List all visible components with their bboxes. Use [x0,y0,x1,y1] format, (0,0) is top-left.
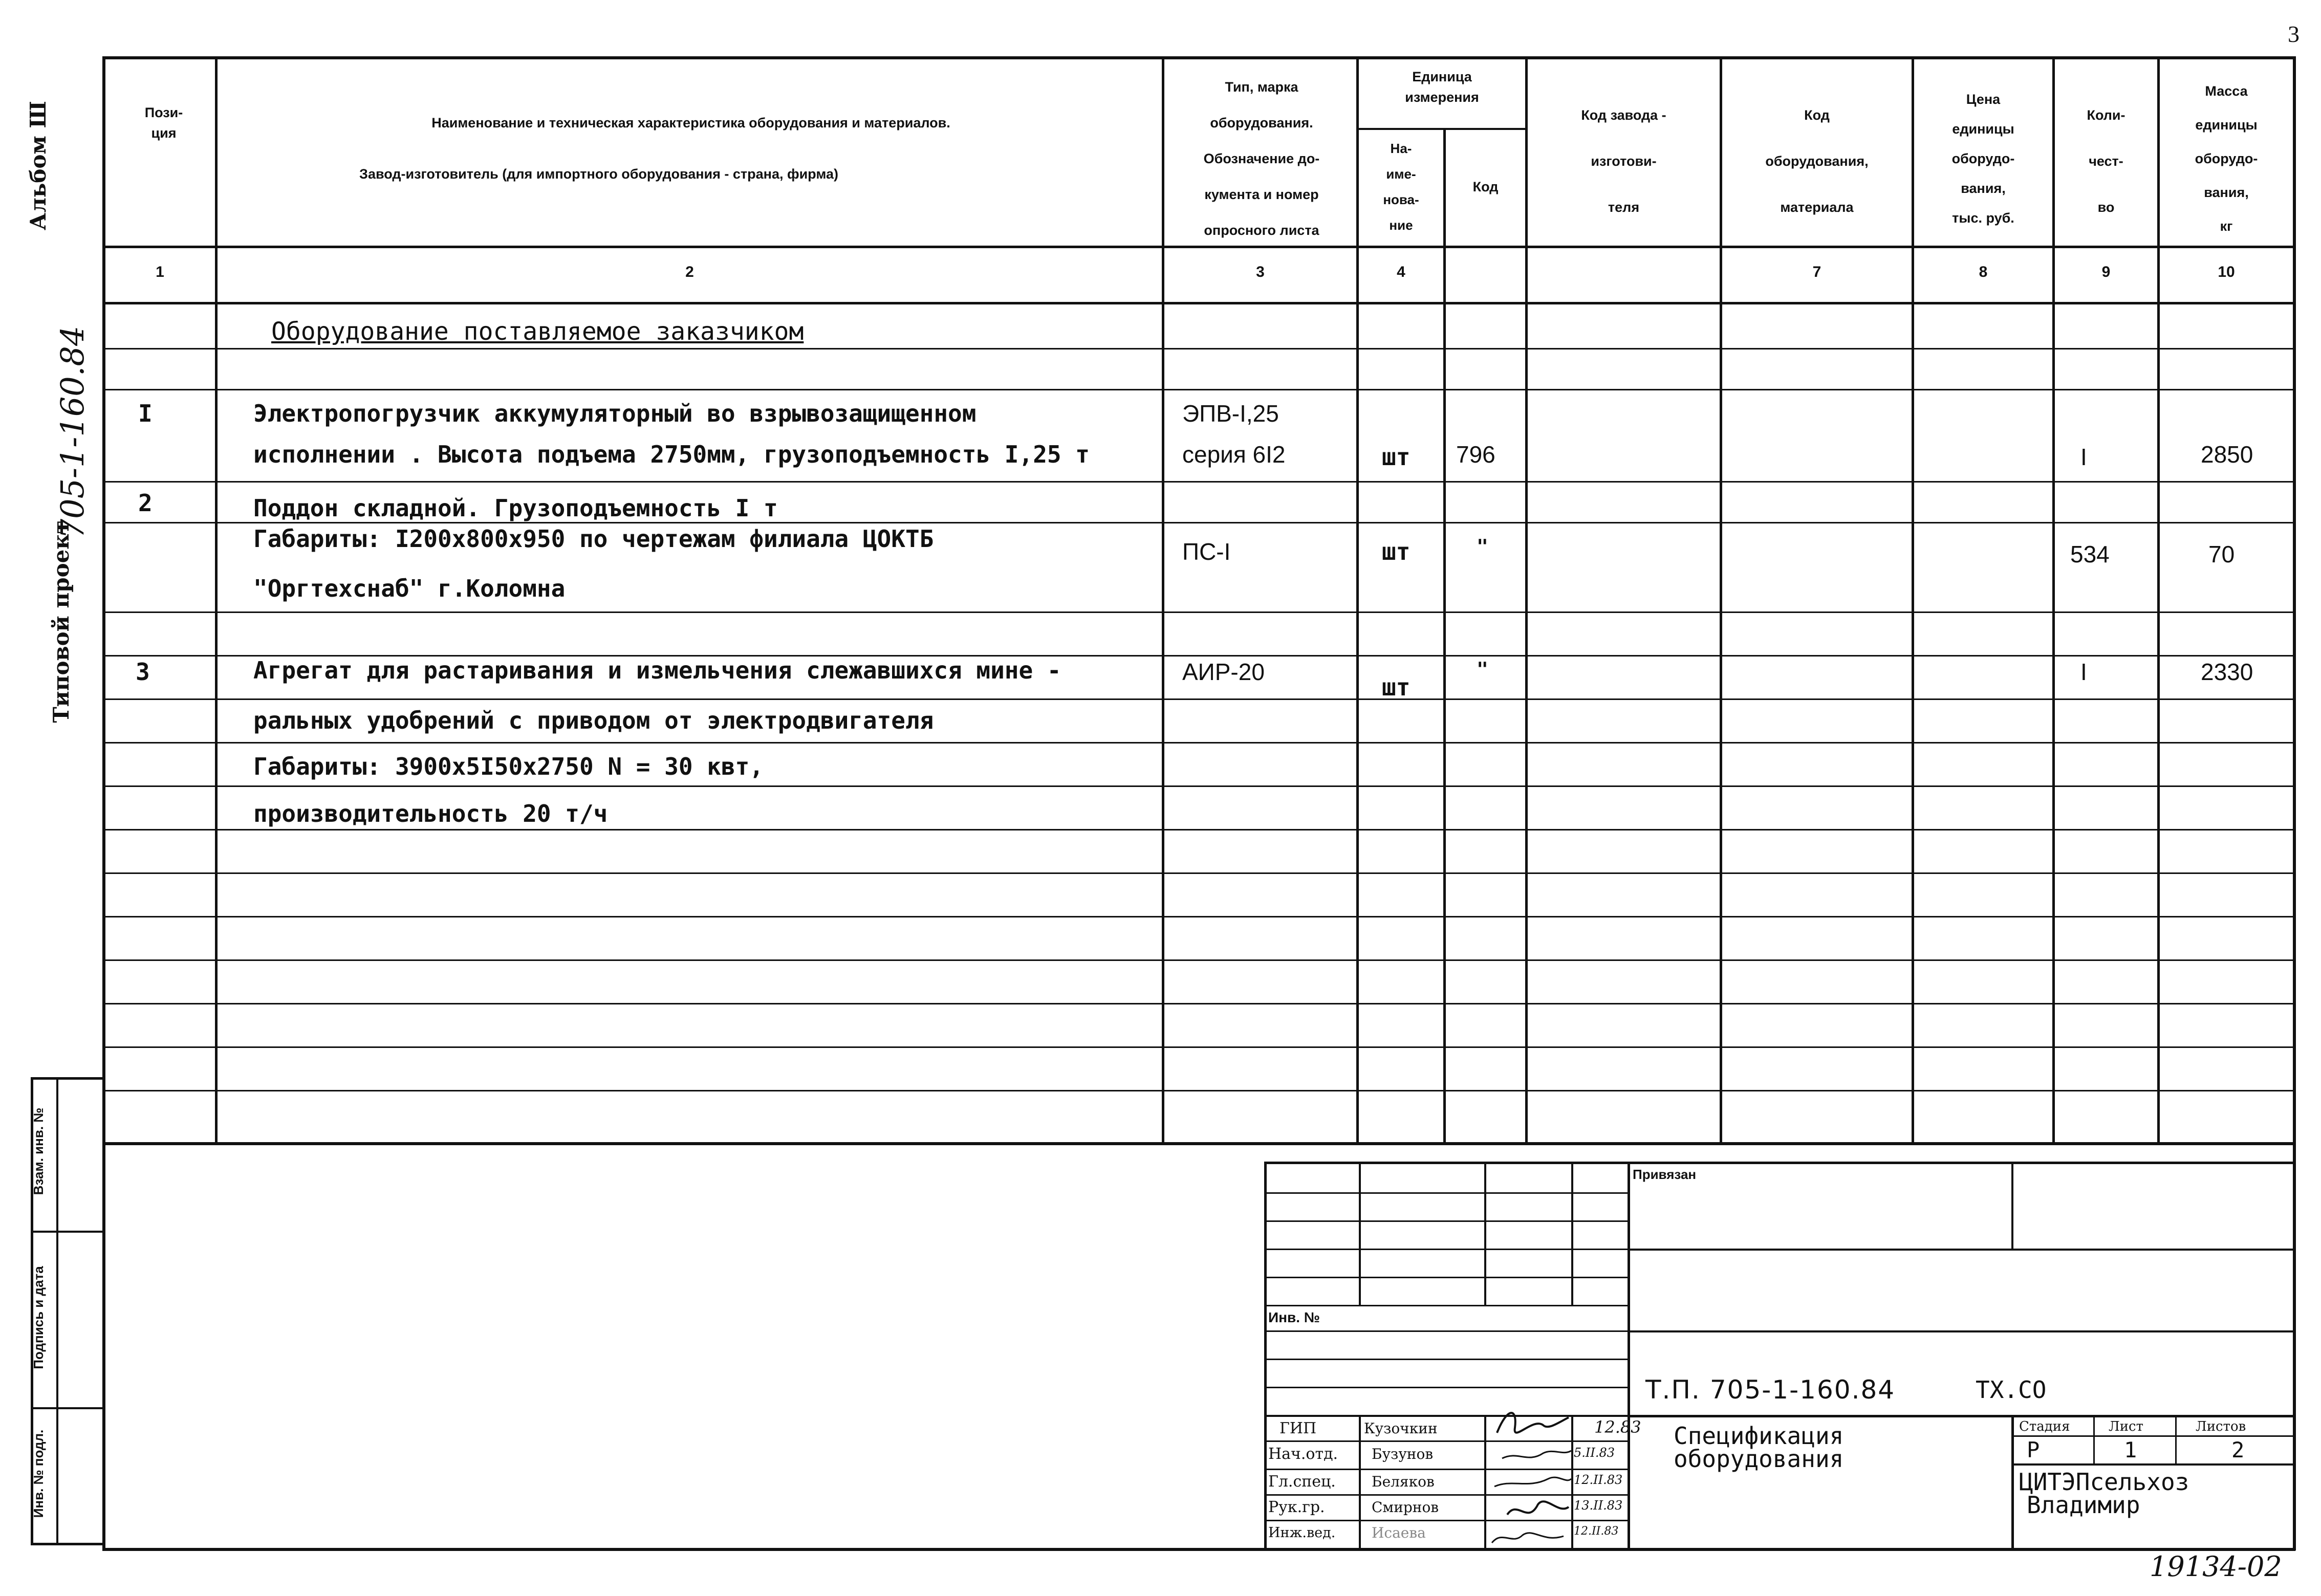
sheet-label: Лист [2109,1419,2143,1434]
signer-1-role: ГИП [1279,1419,1317,1437]
header-type-line3: Обозначение до- [1203,151,1320,166]
signer-4-date: 13.II.83 [1574,1498,1623,1513]
project-number: 705-1-160.84 [54,325,91,539]
signer-3-name: Беляков [1372,1473,1435,1490]
row-1-type: ЭПВ-I,25 [1182,400,1279,427]
header-unit-code: Код [1472,179,1499,194]
row-3-name: Агрегат для растаривания и измельчения слежавшихся мине - [253,657,1061,684]
signatures-image [1487,1402,1574,1548]
header-name-line2: Завод-изготовитель (для импортного оборудования - страна, фирма) [359,166,838,182]
organization-line-2: Владимир [2027,1491,2140,1519]
row-2-position: 2 [138,489,153,517]
col-number-2: 2 [685,264,694,280]
row-3-code: " [1477,658,1488,681]
col-number-8: 8 [1979,264,1988,280]
signer-4-name: Смирнов [1372,1499,1439,1516]
privyazan-label: Привязан [1633,1167,1697,1182]
row-1-name: Электропогрузчик аккумуляторный во взрывозащищенном [253,400,977,427]
col-number-4: 4 [1397,264,1405,280]
sheets-label: Листов [2196,1419,2246,1434]
organization-line-1: ЦИТЭПсельхоз [2019,1468,2189,1496]
row-1-position: I [138,400,153,427]
col-number-9: 9 [2101,264,2111,280]
row-3c-name: Габариты: 3900x5I50x2750 N = 30 квт, [253,753,764,780]
inv-no-label: Инв. № [1268,1309,1320,1325]
document-suffix: ТХ.СО [1976,1376,2047,1404]
row-3-type: АИР-20 [1182,659,1265,685]
row-3-position: 3 [136,658,150,686]
header-type-line4: кумента и номер [1204,187,1319,202]
signer-1-date: 12.83 [1594,1417,1641,1437]
header-price: Цена единицы оборудо- вания, тыс. руб. [1951,92,2015,226]
row-2b-name: Габариты: I200x800x950 по чертежам филиала ЦОКТБ [253,525,934,553]
row-3-qty: I [2080,659,2087,685]
row-2b-qty: 534 [2070,541,2110,567]
header-position: Пози- ция [144,105,183,141]
album-label: Альбом Ш [26,101,51,230]
row-2b-unit: шт [1382,538,1411,565]
row-3-unit: шт [1382,673,1411,701]
header-unit-group: Единица измерения [1405,69,1479,105]
row-1b-mass: 2850 [2201,441,2253,468]
header-type-line2: оборудования. [1210,115,1313,130]
document-code: Т.П. 705-1-160.84 [1645,1375,1896,1405]
inventory-handwritten-number: 19134-02 [2150,1550,2282,1583]
header-name-line1: Наименование и техническая характеристика оборудования и материалов. [431,115,950,130]
row-2c-name: "Оргтехснаб" г.Коломна [253,575,566,602]
signer-2-role: Нач.отд. [1268,1445,1338,1463]
row-1b-qty: I [2080,444,2087,470]
stamp-label-podpis: Подпись и дата [31,1266,46,1369]
header-factory-code: Код завода - изготови- теля [1581,107,1666,215]
title-line-2: оборудования [1674,1445,1844,1473]
col-number-7: 7 [1812,264,1821,280]
row-3d-name: производительность 20 т/ч [253,800,608,827]
col-number-10: 10 [2218,264,2235,280]
header-mass: Масса единицы оборудо- вания, кг [2195,83,2258,234]
signer-2-date: 5.II.83 [1574,1446,1615,1460]
row-3b-name: ральных удобрений с приводом от электродвигателя [253,707,934,734]
signer-3-role: Гл.спец. [1268,1473,1336,1491]
header-quantity: Коли- чест- во [2087,107,2125,215]
signer-5-name: Исаева [1372,1524,1426,1541]
header-unit-name: На- име- нова- ние [1383,141,1419,233]
stage-value: Р [2027,1437,2040,1462]
row-2-name: Поддон складной. Грузоподъемность I т [253,494,778,522]
row-1b-type: серия 6I2 [1182,441,1286,468]
row-2b-mass: 70 [2208,541,2235,567]
row-1b-code: 796 [1456,441,1495,468]
signer-5-role: Инж.вед. [1268,1525,1336,1541]
signer-3-date: 12.II.83 [1574,1473,1623,1487]
row-2b-type: ПС-I [1182,538,1231,565]
stamp-label-inv-podl: Инв. № подл. [31,1429,46,1518]
project-label: Типовой проект [49,520,74,723]
title-line-1: Спецификация [1674,1422,1844,1450]
stamp-label-vzam: Взам. инв. № [31,1107,46,1195]
signer-1-name: Кузочкин [1364,1420,1438,1437]
sheets-value: 2 [2231,1437,2245,1462]
section-title: Оборудование поставляемое заказчиком [271,317,804,346]
stage-label: Стадия [2019,1419,2070,1434]
signer-2-name: Бузунов [1372,1446,1434,1462]
sheet-value: 1 [2124,1437,2137,1462]
signer-4-role: Рук.гр. [1268,1498,1325,1516]
row-2b-code: " [1477,535,1488,558]
header-equipment-code: Код оборудования, материала [1765,107,1869,215]
col-number-3: 3 [1256,264,1265,280]
row-1b-name: исполнении . Высота подъема 2750мм, грузоподъемность I,25 т [253,441,1090,468]
header-type-line5: опросного листа [1204,223,1319,238]
signer-5-date: 12.II.83 [1574,1525,1619,1538]
col-number-1: 1 [156,264,164,280]
header-type-line1: Тип, марка [1225,79,1298,95]
page-number: 3 [2288,21,2300,47]
row-1b-unit: шт [1382,443,1411,471]
row-3-mass: 2330 [2201,659,2253,685]
